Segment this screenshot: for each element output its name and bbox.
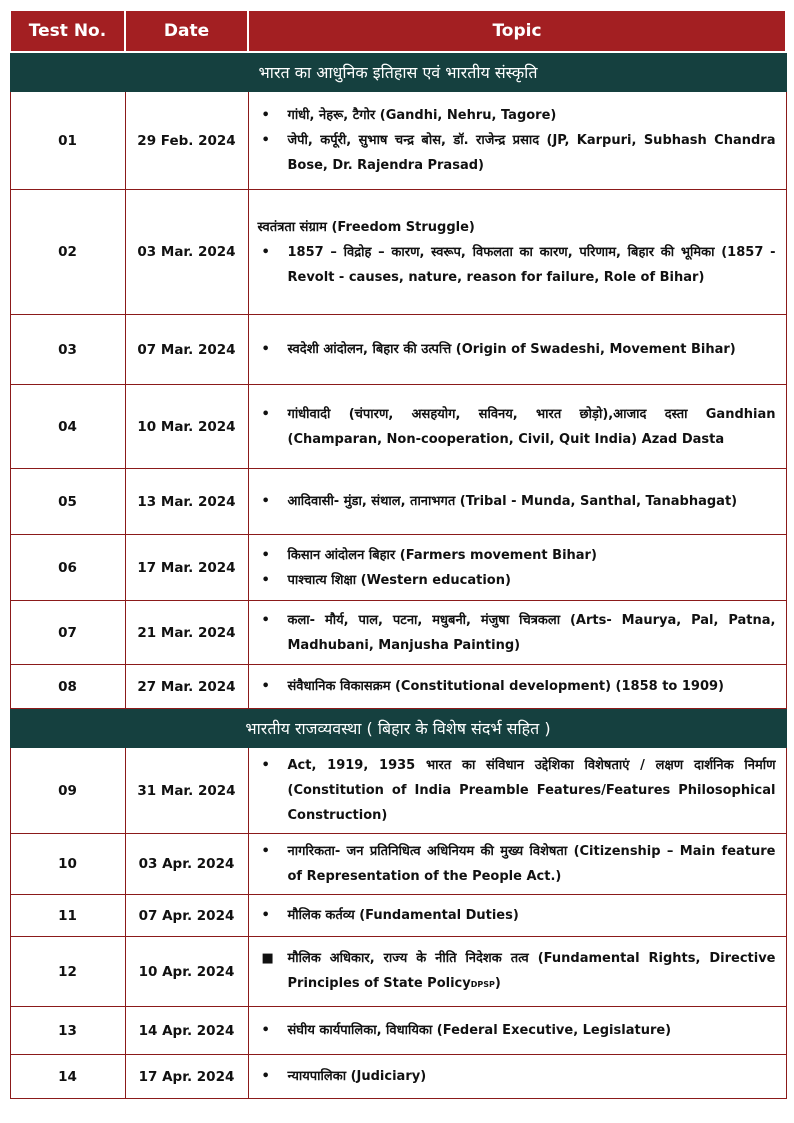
topic-text: न्यायपालिका (Judiciary) — [287, 1069, 427, 1084]
table-row — [10, 834, 786, 895]
topic-text: Act, 1919, 1935 भारत का संविधान उद्देशिका विशेषताएं / लक्षण दार्शनिक निर्माण (Constitution of India Preamble Features/Features Philosophical Construction) — [287, 758, 776, 823]
topic-text: 1857 – विद्रोह – कारण, स्वरूप, विफलता का कारण, परिणाम, बिहार की भूमिका (1857 - Revolt - causes, nature, reason for failure, Role of Bihar) — [287, 244, 776, 285]
header-date: Date — [125, 10, 248, 52]
abbreviation: DPSP — [470, 980, 495, 989]
table-row — [10, 665, 786, 709]
bullet-icon: • — [261, 244, 270, 260]
test-topic — [248, 895, 786, 937]
test-number: 03 — [10, 315, 125, 385]
topic-text: जेपी, कर्पूरी, सुभाष चन्द्र बोस, डॉ. राजेन्द्र प्रसाद (JP, Karpuri, Subhash Chandra Bose, Dr. Rajendra Prasad) — [287, 133, 776, 173]
table-row — [10, 92, 786, 190]
topic-item — [258, 608, 776, 658]
bullet-icon: • — [261, 758, 270, 773]
topic-text: गांधीवादी (चंपारण, असहयोग, सविनय, भारत छोड़ो),आजाद दस्ता Gandhian (Champaran, Non-cooperation, Civil, Quit India) Azad Dasta — [287, 406, 776, 447]
topic-text: संघीय कार्यपालिका, विधायिका (Federal Executive, Legislature) — [287, 1023, 672, 1038]
table-row — [10, 748, 786, 834]
test-number: 02 — [10, 190, 125, 315]
topic-item — [258, 568, 776, 593]
test-date: 03 Apr. 2024 — [125, 834, 248, 895]
test-topic — [248, 1007, 786, 1055]
table-body — [10, 52, 786, 1099]
topic-text: कला- मौर्य, पाल, पटना, मधुबनी, मंजुषा चित्रकला (Arts- Maurya, Pal, Patna, Madhubani, Manjusha Painting) — [287, 612, 776, 653]
table-row — [10, 190, 786, 315]
test-topic — [248, 535, 786, 601]
schedule-wrapper — [9, 9, 785, 1099]
test-date: 31 Mar. 2024 — [125, 748, 248, 834]
table-row — [10, 1007, 786, 1055]
test-topic — [248, 92, 786, 190]
topic-item — [258, 946, 776, 997]
section-title: भारत का आधुनिक इतिहास एवं भारतीय संस्कृति — [10, 52, 786, 92]
test-number: 09 — [10, 748, 125, 834]
topic-item — [258, 337, 776, 362]
topic-item — [258, 103, 776, 128]
test-date: 10 Apr. 2024 — [125, 937, 248, 1007]
test-date: 03 Mar. 2024 — [125, 190, 248, 315]
topic-item — [258, 128, 776, 178]
test-topic — [248, 937, 786, 1007]
test-number: 12 — [10, 937, 125, 1007]
topic-text: मौलिक अधिकार, राज्य के नीति निदेशक तत्व (Fundamental Rights, Directive Principles of State PolicyDPSP) — [287, 951, 776, 991]
topic-item — [258, 753, 776, 828]
topic-item — [258, 543, 776, 568]
test-number: 14 — [10, 1055, 125, 1099]
table-row — [10, 1055, 786, 1099]
bullet-icon: • — [261, 908, 270, 923]
bullet-icon: • — [261, 844, 270, 859]
test-date: 07 Mar. 2024 — [125, 315, 248, 385]
test-date: 29 Feb. 2024 — [125, 92, 248, 190]
test-schedule-table — [9, 9, 787, 1099]
test-topic — [248, 834, 786, 895]
bullet-icon: • — [261, 572, 270, 588]
test-number: 04 — [10, 385, 125, 469]
test-topic — [248, 1055, 786, 1099]
topic-item — [258, 402, 776, 452]
bullet-icon: • — [261, 108, 270, 123]
test-number: 11 — [10, 895, 125, 937]
test-topic — [248, 315, 786, 385]
topic-text: मौलिक कर्तव्य (Fundamental Duties) — [287, 908, 519, 923]
test-topic — [248, 665, 786, 709]
table-row — [10, 385, 786, 469]
section-header-row — [10, 709, 786, 748]
test-topic — [248, 469, 786, 535]
test-date: 13 Mar. 2024 — [125, 469, 248, 535]
topic-item — [258, 489, 776, 514]
topic-text: गांधी, नेहरू, टैगोर (Gandhi, Nehru, Tagore) — [287, 108, 557, 123]
table-row — [10, 315, 786, 385]
table-row — [10, 895, 786, 937]
test-number: 07 — [10, 601, 125, 665]
topic-text: संवैधानिक विकासक्रम (Constitutional development) (1858 to 1909) — [287, 679, 724, 694]
topic-text: स्वतंत्रता संग्राम (Freedom Struggle) — [257, 219, 475, 235]
test-number: 08 — [10, 665, 125, 709]
test-date: 07 Apr. 2024 — [125, 895, 248, 937]
bullet-icon: • — [261, 342, 270, 357]
topic-item — [258, 1018, 776, 1043]
topic-item — [258, 240, 776, 290]
bullet-icon: • — [261, 547, 270, 563]
bullet-icon: • — [261, 1069, 270, 1084]
topic-text: पाश्चात्य शिक्षा (Western education) — [287, 572, 511, 588]
section-title: भारतीय राजव्यवस्था ( बिहार के विशेष संदर्भ सहित ) — [10, 709, 786, 748]
test-number: 13 — [10, 1007, 125, 1055]
topic-text: नागरिकता- जन प्रतिनिधित्व अधिनियम की मुख्य विशेषता (Citizenship – Main feature of Representation of the People Act.) — [287, 844, 776, 884]
test-topic — [248, 601, 786, 665]
topic-text: आदिवासी- मुंडा, संथाल, तानाभगत (Tribal - Munda, Santhal, Tanabhagat) — [287, 494, 738, 509]
topic-item — [258, 1064, 776, 1089]
bullet-icon: ■ — [261, 951, 274, 966]
topic-item — [258, 215, 776, 240]
bullet-icon: • — [261, 1023, 270, 1038]
topic-text: किसान आंदोलन बिहार (Farmers movement Bihar) — [287, 547, 597, 563]
header-topic: Topic — [248, 10, 786, 52]
bullet-icon: • — [261, 612, 270, 628]
test-number: 05 — [10, 469, 125, 535]
test-date: 17 Mar. 2024 — [125, 535, 248, 601]
test-date: 21 Mar. 2024 — [125, 601, 248, 665]
table-row — [10, 535, 786, 601]
test-number: 01 — [10, 92, 125, 190]
bullet-icon: • — [261, 494, 270, 509]
test-date: 10 Mar. 2024 — [125, 385, 248, 469]
test-date: 27 Mar. 2024 — [125, 665, 248, 709]
test-date: 17 Apr. 2024 — [125, 1055, 248, 1099]
topic-text: स्वदेशी आंदोलन, बिहार की उत्पत्ति (Origin of Swadeshi, Movement Bihar) — [287, 342, 736, 357]
bullet-icon: • — [261, 679, 270, 694]
header-row — [10, 10, 786, 52]
table-row — [10, 601, 786, 665]
table-row — [10, 937, 786, 1007]
section-header-row — [10, 52, 786, 92]
topic-item — [258, 839, 776, 889]
test-number: 10 — [10, 834, 125, 895]
topic-item — [258, 903, 776, 928]
test-topic — [248, 190, 786, 315]
test-topic — [248, 748, 786, 834]
test-number: 06 — [10, 535, 125, 601]
test-date: 14 Apr. 2024 — [125, 1007, 248, 1055]
topic-item — [258, 674, 776, 699]
header-test-no: Test No. — [10, 10, 125, 52]
bullet-icon: • — [261, 133, 270, 148]
bullet-icon: • — [261, 406, 270, 422]
table-row — [10, 469, 786, 535]
test-topic — [248, 385, 786, 469]
